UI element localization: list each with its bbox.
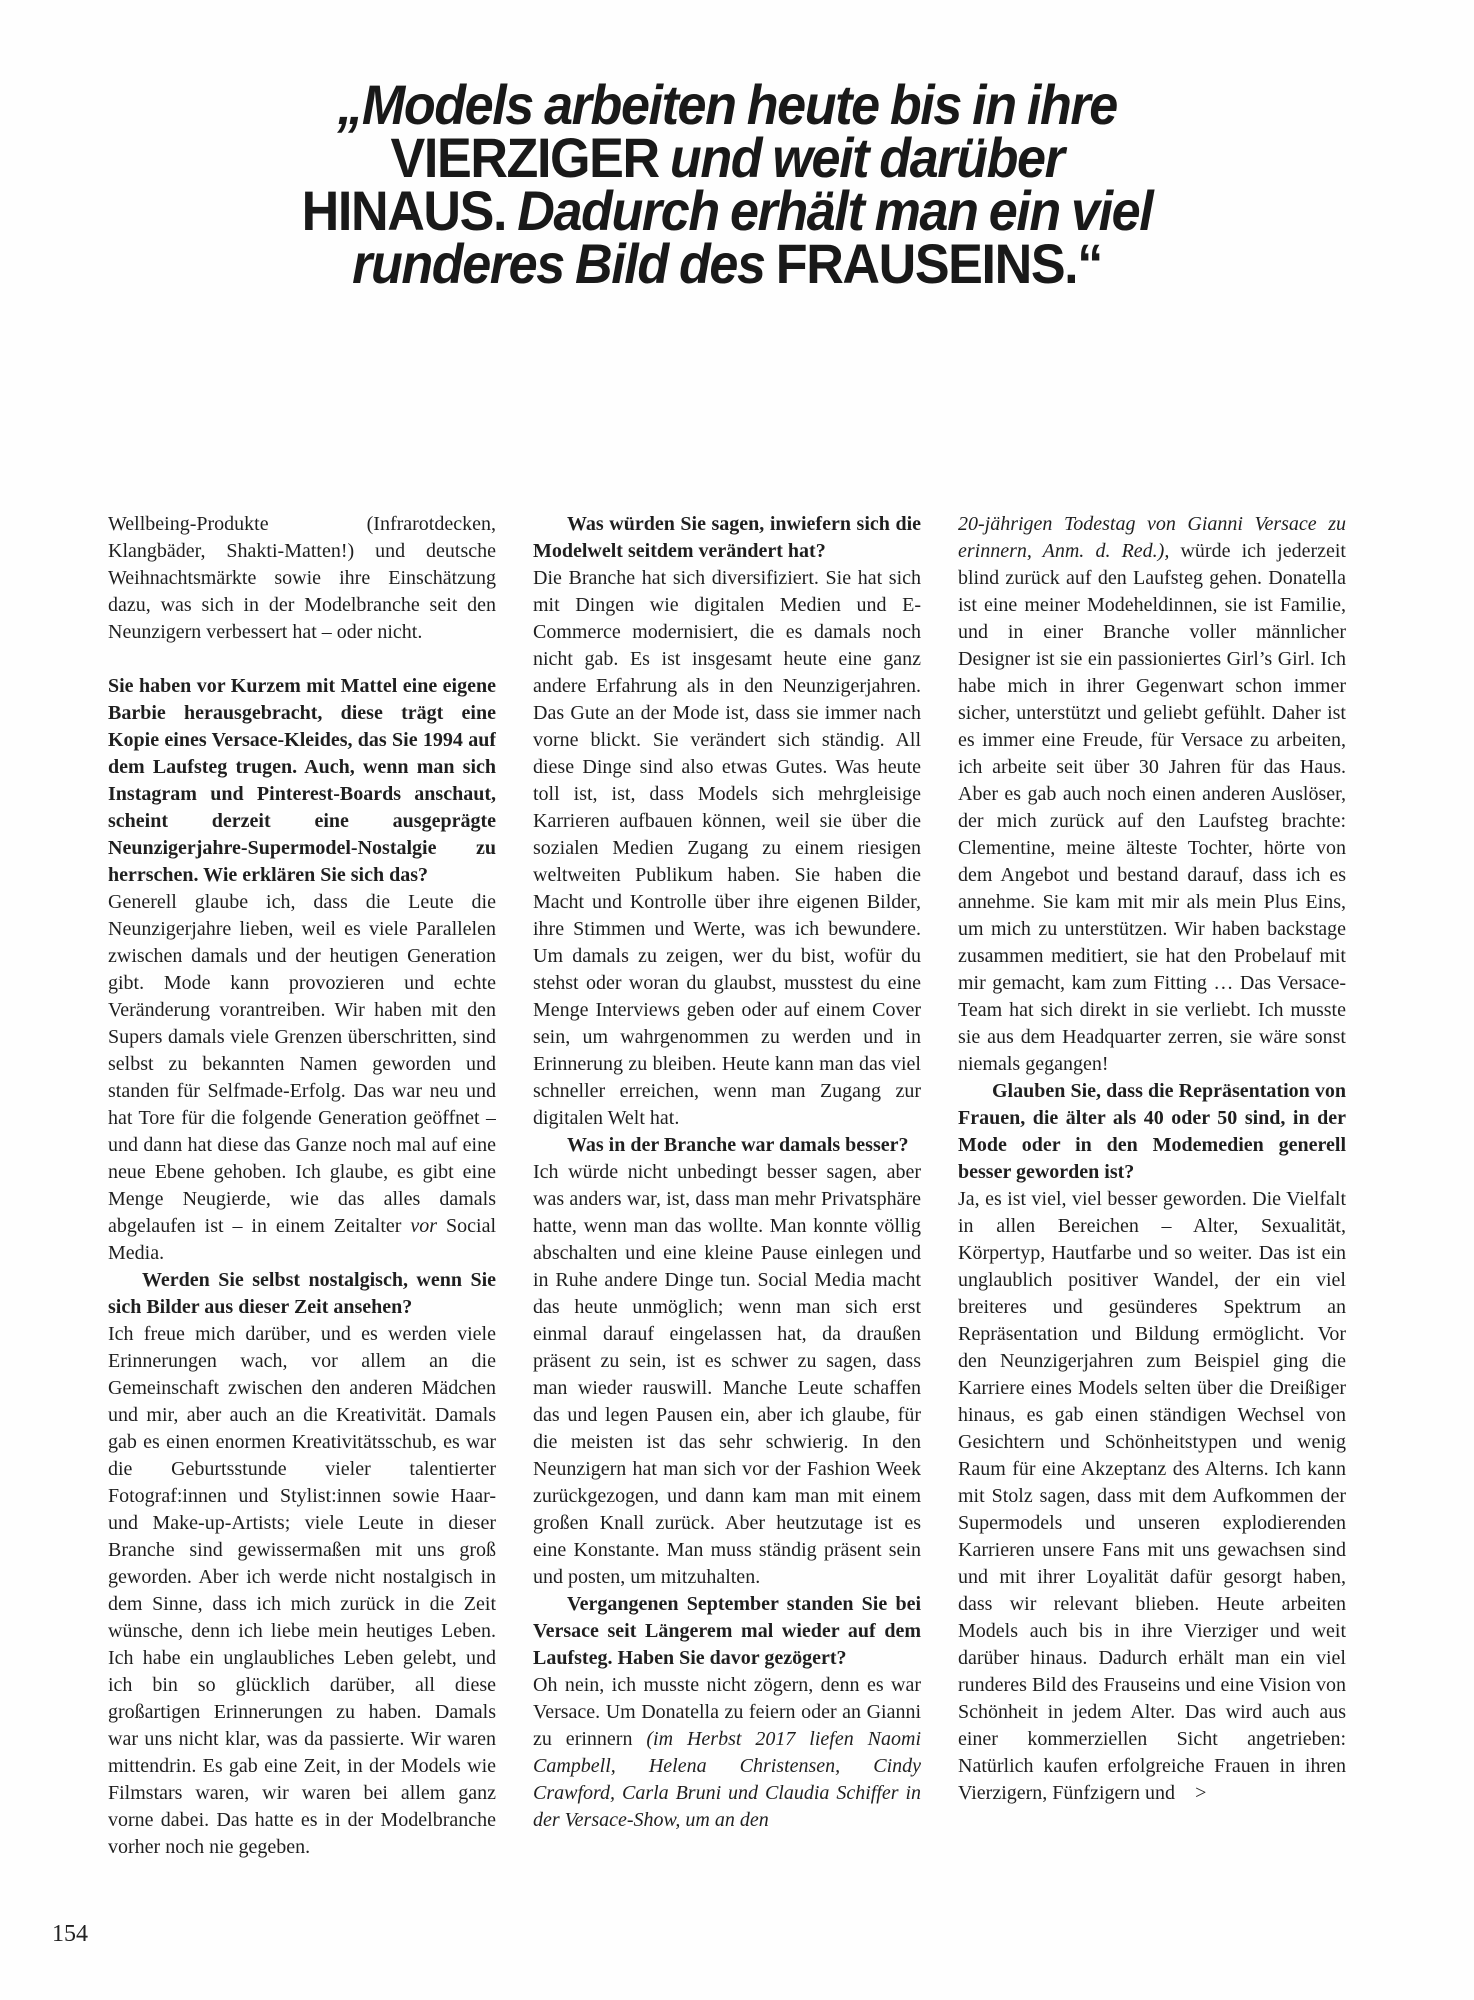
text-segment: „Models arbeiten heute bis in ihre [337, 73, 1117, 136]
text-segment: würde ich jederzeit blind zurück auf den Laufsteg gehen. Donatella ist eine meiner Modeheldinnen, sie ist Familie, und in einer Branche voller männlicher Designer ist sie ein passioniertes Girl’s Girl. Ich habe mich in ihrer Gegenwart schon immer sicher, unterstützt und geliebt gefühlt. Daher ist es immer eine Freude, für Versace zu arbeiten, ich arbeite seit über 30 Jahren für das Haus. Aber es gab auch noch einen anderen Auslöser, der mich zurück auf den Laufsteg brachte: Clementine, meine älteste Tochter, hörte von dem Angebot und bestand darauf, dass ich es annehme. Sie kam mit mir als mein Plus Eins, um mich zu unterstützen. Wir haben backstage zusammen meditiert, sie hat den Probelauf mit mir gemacht, kam zum Fitting … Das Versace-Team hat sich direkt in sie verliebt. Ich musste sie aus dem Headquarter zerren, sie wäre sonst niemals gegangen! [958, 540, 1346, 1075]
pull-quote-headline [151, 73, 1302, 295]
text-segment: Generell glaube ich, dass die Leute die Neunzigerjahre lieben, weil es viele Parallelen zwischen damals und der heutigen Generation gibt. Mode kann provozieren und echte Veränderung vorantreiben. Wir haben mit den Supers damals viele Grenzen überschritten, sind selbst zu bekannten Namen geworden und standen für Selfmade-Erfolg. Das war neu und hat Tore für die folgende Generation geöffnet – und dann hat diese das Ganze noch mal auf eine neue Ebene gehoben. Ich glaube, es gibt eine Menge Neugierde, wie das alles damals abgelaufen ist – in einem Zeitalter [108, 891, 496, 1237]
question-paragraph [533, 511, 921, 565]
question-paragraph [108, 1267, 496, 1321]
text-segment: Was würden Sie sagen, inwiefern sich die Modelwelt seitdem verändert hat? [533, 513, 921, 562]
answer-paragraph [533, 1159, 921, 1591]
text-segment: Oh nein, ich musste nicht zögern, denn es war Versace. Um Donatella zu feiern oder an Gianni zu erinnern [533, 1674, 921, 1750]
answer-paragraph [108, 889, 496, 1267]
text-segment: HINAUS. [301, 179, 507, 242]
answer-continued-paragraph [958, 511, 1346, 1078]
paragraph-spacer [108, 646, 496, 673]
text-segment: Vergangenen September standen Sie bei Versace seit Längerem mal wieder auf dem Laufsteg. Haben Sie davor gezögert? [533, 1593, 921, 1669]
text-segment: runderes Bild des [352, 232, 776, 295]
text-segment: vor [410, 1215, 438, 1237]
text-segment: und weit darüber [658, 126, 1064, 189]
text-segment: VIERZIGER [390, 126, 659, 189]
text-segment: Was in der Branche war damals besser? [567, 1134, 909, 1156]
text-segment: Sie haben vor Kurzem mit Mattel eine eigene Barbie herausgebracht, diese trägt eine Kopie eines Versace-Kleides, das Sie 1994 auf dem Laufsteg trugen. Auch, wenn man sich Instagram und Pinterest-Boards anschaut, scheint derzeit eine ausgeprägte Neunzigerjahre-Supermodel-Nostalgie zu herrschen. Wie erklären Sie sich das? [108, 675, 496, 886]
text-segment: > [1195, 1782, 1207, 1804]
answer-paragraph [958, 1186, 1346, 1807]
text-segment: Glauben Sie, dass die Repräsentation von Frauen, die älter als 40 oder 50 sind, in der Mode oder in den Modemedien generell besser geworden ist? [958, 1080, 1346, 1183]
headline-line-4 [151, 232, 1302, 295]
answer-paragraph [108, 1321, 496, 1861]
headline-line-1 [151, 73, 1302, 136]
headline-line-3 [151, 179, 1302, 242]
page-number: 154 [52, 1921, 88, 1947]
text-column-3 [958, 511, 1346, 1935]
text-column-2 [533, 511, 921, 1935]
intro-paragraph [108, 511, 496, 646]
question-paragraph [533, 1132, 921, 1159]
text-segment: Wellbeing-Produkte (Infrarotdecken, Klangbäder, Shakti-Matten!) und deutsche Weihnachtsmärkte sowie ihre Einschätzung dazu, was sich in der Modelbranche seit den Neunzigern verbessert hat – oder nicht. [108, 513, 496, 643]
text-segment: Ja, es ist viel, viel besser geworden. Die Vielfalt in allen Bereichen – Alter, Sexualität, Körpertyp, Hautfarbe und so weiter. Das ist ein unglaublich positiver Wandel, der ein viel breiteres und gesünderes Spektrum an Repräsentation und Bildung ermöglicht. Vor den Neunzigerjahren zum Beispiel ging die Karriere eines Models selten über die Dreißiger hinaus, es gab einen ständigen Wechsel von Gesichtern und Schönheitstypen und wenig Raum für eine Akzeptanz des Alterns. Ich kann mit Stolz sagen, dass mit dem Aufkommen der Supermodels und unseren explodierenden Karrieren unsere Fans mit uns gewachsen sind und mit ihrer Loyalität dafür gesorgt haben, dass wir relevant blieben. Heute arbeiten Models auch bis in ihre Vierziger und weit darüber hinaus. Dadurch erhält man ein viel runderes Bild des Frauseins und eine Vision von Schönheit in jedem Alter. Das wird auch aus einer kommerziellen Sicht angetrieben: Natürlich kaufen erfolgreiche Frauen in ihren Vierzigern, Fünfzigern und [958, 1188, 1346, 1804]
text-segment: Die Branche hat sich diversifiziert. Sie hat sich mit Dingen wie digitalen Medien und E-Commerce modernisiert, die es damals noch nicht gab. Es ist insgesamt heute eine ganz andere Erfahrung als in den Neunzigerjahren. Das Gute an der Mode ist, dass sie immer nach vorne blickt. Sie verändert sich ständig. All diese Dinge sind also etwas Gutes. Was heute toll ist, ist, dass Models sich mehrgleisige Karrieren aufbauen können, weil sie über die sozialen Medien Zugang zu einem riesigen weltweiten Publikum haben. Sie haben die Macht und Kontrolle über ihre eigenen Bilder, ihre Stimmen und Werte, was ich bewundere. Um damals zu zeigen, wer du bist, wofür du stehst oder woran du glaubst, musstest du eine Menge Interviews geben oder auf einem Cover sein, um wahrgenommen zu werden und in Erinnerung zu bleiben. Heute kann man das viel schneller erreichen, wenn man Zugang zur digitalen Welt hat. [533, 567, 921, 1129]
text-segment: Ich würde nicht unbedingt besser sagen, aber was anders war, ist, dass man mehr Privatsphäre hatte, wenn man das wollte. Man konnte völlig abschalten und eine kleine Pause einlegen und in Ruhe andere Dinge tun. Social Media macht das heute unmöglich; wenn man sich erst einmal darauf eingelassen hat, da draußen präsent zu sein, ist es schwer zu sagen, dass man wieder rauswill. Manche Leute schaffen das und legen Pausen ein, aber ich glaube, für die meisten ist das sehr schwierig. In den Neunzigern hat man sich vor der Fashion Week zurückgezogen, und dann kam man mit einem großen Knall zurück. Aber heutzutage ist es eine Konstante. Man muss ständig präsent sein und posten, um mitzuhalten. [533, 1161, 921, 1588]
headline-line-2 [151, 126, 1302, 189]
text-segment: 20-jährigen Todestag von Gianni Versace zu erinnern, Anm. d. Red.), [958, 513, 1346, 562]
question-paragraph [108, 673, 496, 889]
text-segment: Werden Sie selbst nostalgisch, wenn Sie sich Bilder aus dieser Zeit ansehen? [108, 1269, 496, 1318]
question-paragraph [958, 1078, 1346, 1186]
answer-paragraph [533, 565, 921, 1132]
article-body [108, 511, 1346, 1935]
text-segment: Social Media. [108, 1215, 496, 1264]
question-paragraph [533, 1591, 921, 1672]
text-segment: FRAUSEINS.“ [775, 232, 1102, 295]
text-segment: Ich freue mich darüber, und es werden viele Erinnerungen wach, vor allem an die Gemeinschaft zwischen den anderen Mädchen und mir, aber auch an die Kreativität. Damals gab es einen enormen Kreativitätsschub, es war die Geburtsstunde vieler talentierter Fotograf:innen und Stylist:innen sowie Haar- und Make-up-Artists; viele Leute in dieser Branche sind gewissermaßen mit uns groß geworden. Aber ich werde nicht nostalgisch in dem Sinne, dass ich mich zurück in die Zeit wünsche, denn ich liebe mein heutiges Leben. Ich habe ein unglaubliches Leben gelebt, und ich bin so glücklich darüber, all diese großartigen Erinnerungen zu haben. Damals war uns nicht klar, was da passierte. Wir waren mittendrin. Es gab eine Zeit, in der Models wie Filmstars waren, wir waren bei allem ganz vorne dabei. Das hatte es in der Modelbranche vorher noch nie gegeben. [108, 1323, 496, 1858]
text-column-1 [108, 511, 496, 1935]
answer-paragraph [533, 1672, 921, 1834]
text-segment: Dadurch erhält man ein viel [506, 179, 1153, 242]
text-segment: (im Herbst 2017 liefen Naomi Campbell, Helena Christensen, Cindy Crawford, Carla Bruni und Claudia Schiffer in der Versace-Show, um an den [533, 1728, 921, 1831]
